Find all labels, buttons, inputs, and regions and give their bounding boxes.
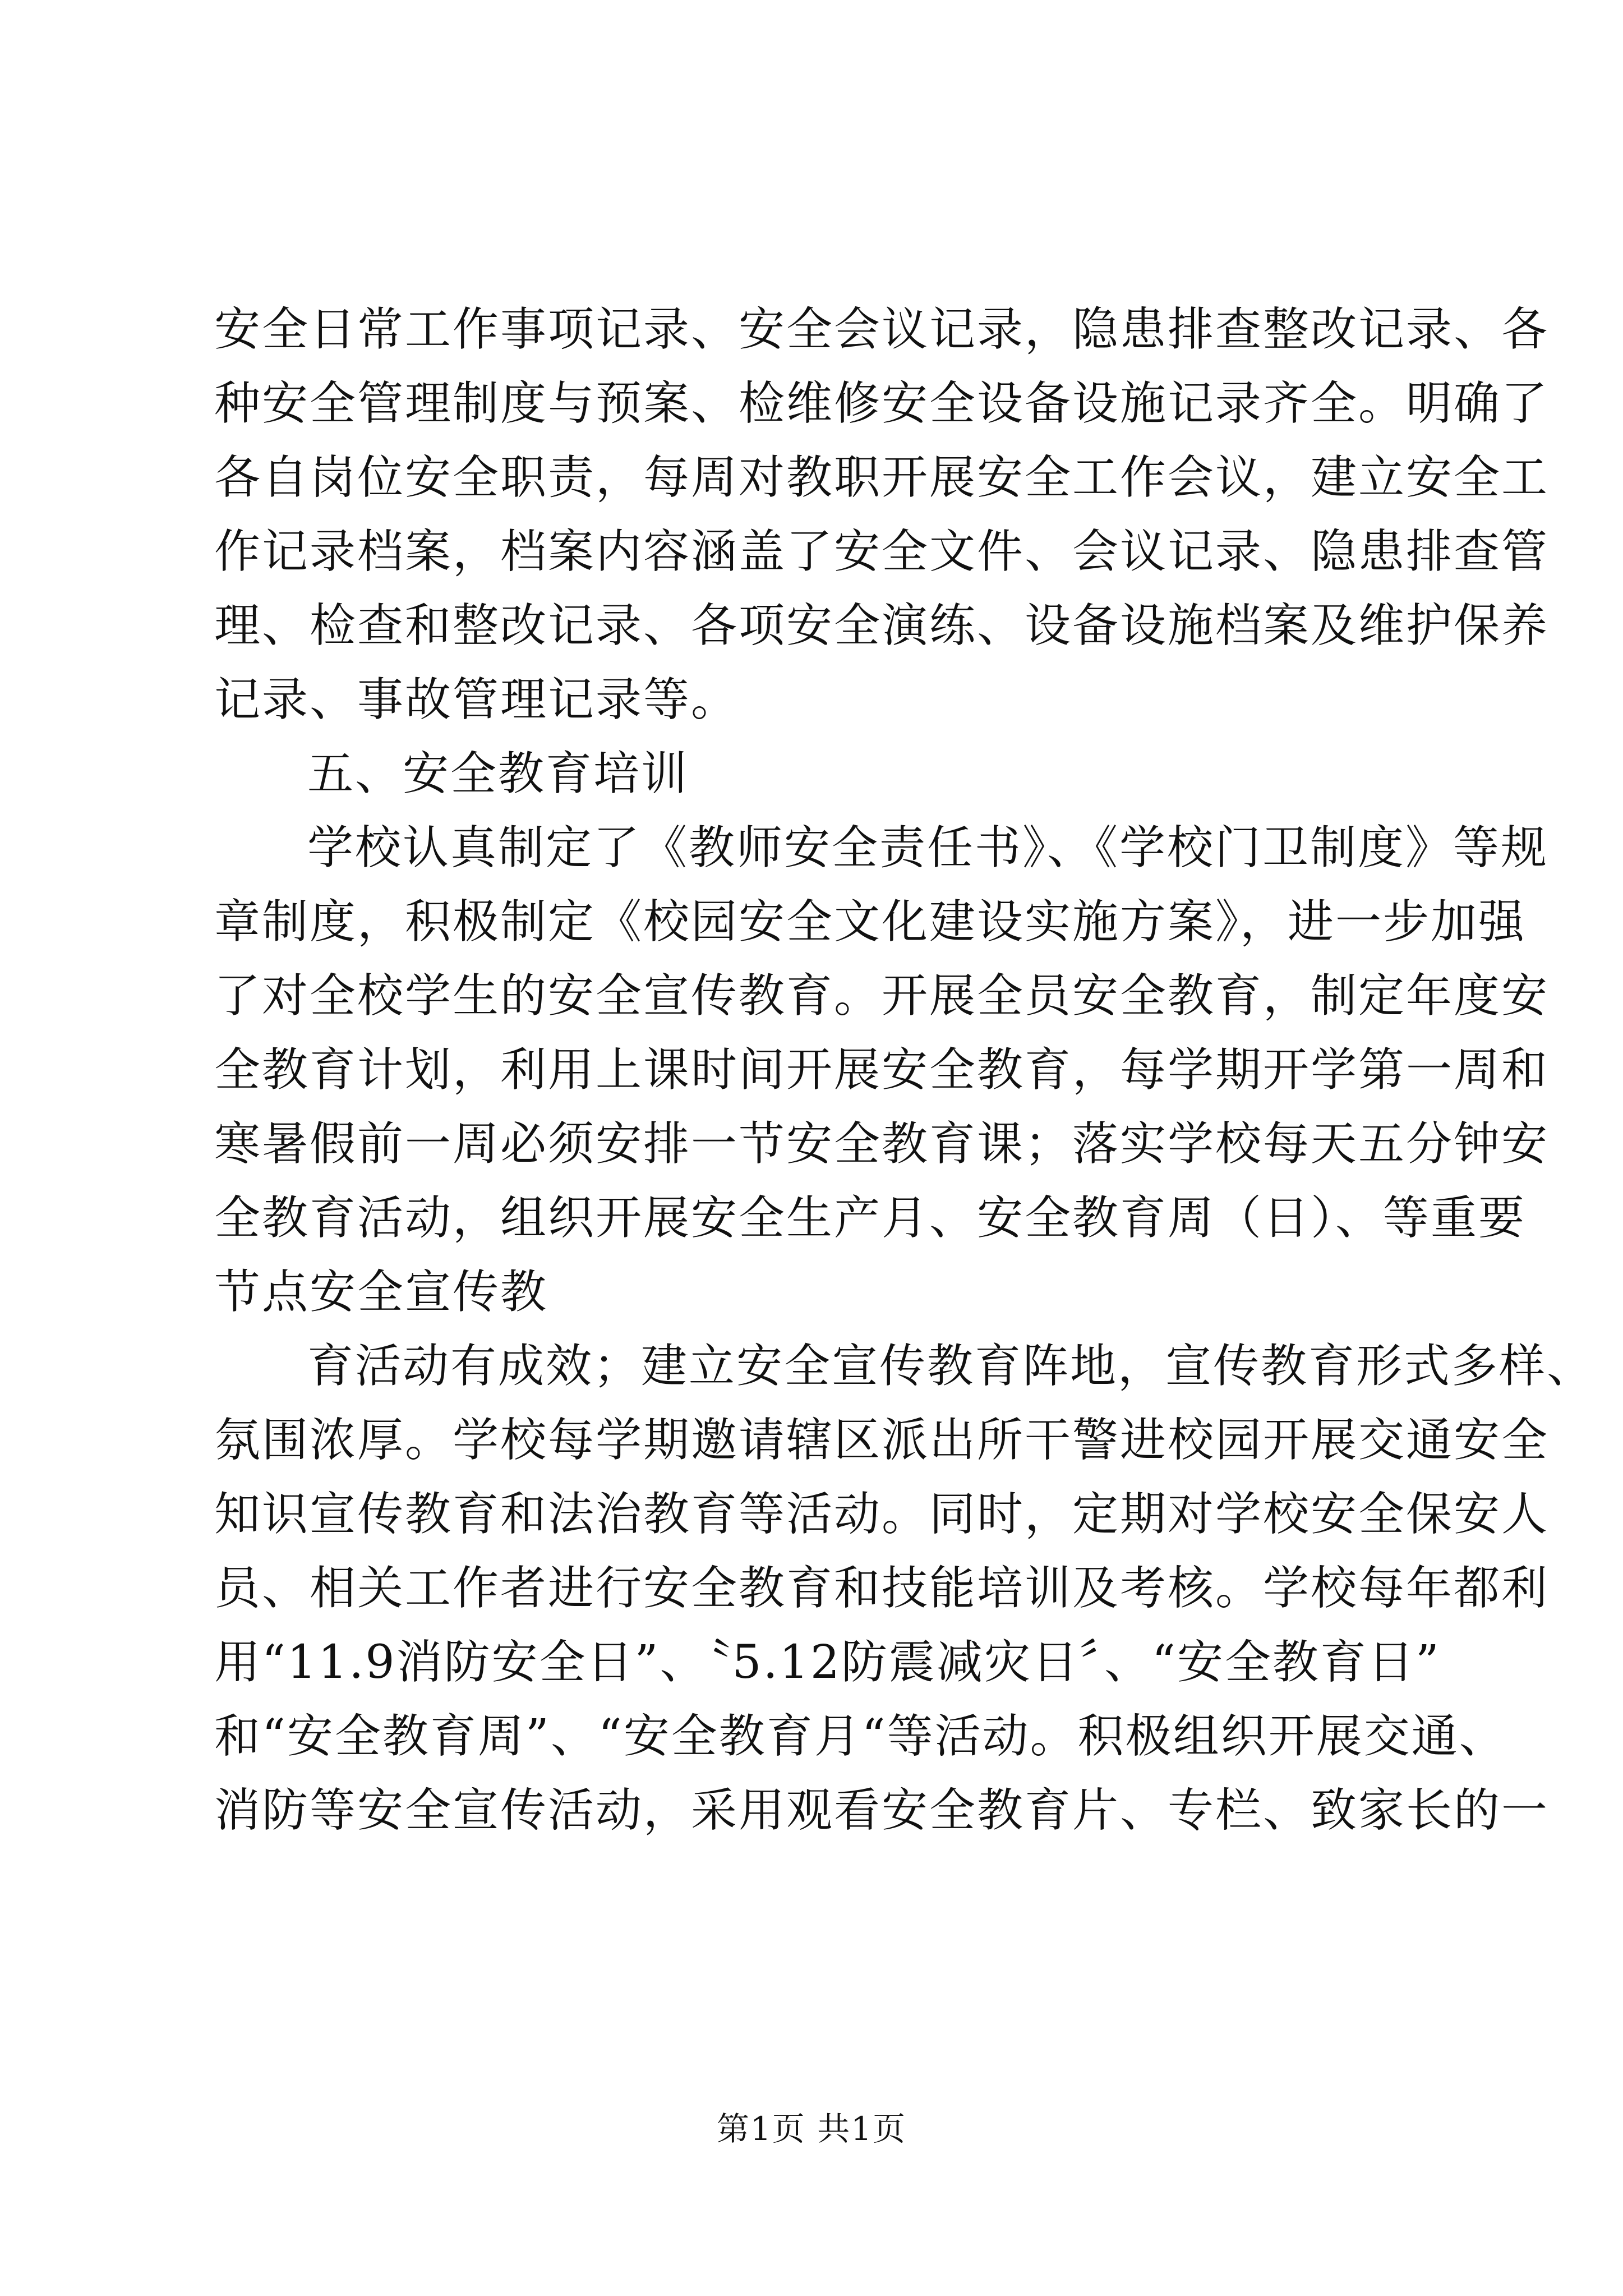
text-line: 员、相关工作者进行安全教育和技能培训及考核。学校每年都利 (214, 1562, 1550, 1615)
text-line: 章制度，积极制定《校园安全文化建设实施方案》，进一步加强 (214, 895, 1527, 949)
text-line: 氛围浓厚。学校每学期邀请辖区派出所干警进校园开展交通安全 (214, 1414, 1550, 1467)
text-line: 全教育活动，组织开展安全生产月、安全教育周（日）、等重要 (214, 1191, 1527, 1245)
text-line: 学校认真制定了《教师安全责任书》、《学校门卫制度》等规 (307, 821, 1549, 875)
text-line: 全教育计划，利用上课时间开展安全教育，每学期开学第一周和 (214, 1043, 1550, 1097)
text-line: 知识宣传教育和法治教育等活动。同时，定期对学校安全保安人 (214, 1488, 1550, 1541)
text-line: 理、检查和整改记录、各项安全演练、设备设施档案及维护保养 (214, 599, 1550, 652)
text-line: 育活动有成效；建立安全宣传教育阵地，宣传教育形式多样、 (307, 1340, 1595, 1393)
text-line: 各自岗位安全职责，每周对教职开展安全工作会议，建立安全工 (214, 451, 1550, 504)
text-line: 了对全校学生的安全宣传教育。开展全员安全教育，制定年度安 (214, 969, 1550, 1023)
text-line: 和“安全教育周”、“安全教育月“等活动。积极组织开展交通、 (214, 1710, 1507, 1763)
text-line: 用“11.9消防安全日”、〝5.12防震减灾日〞、“安全教育日” (214, 1636, 1441, 1689)
section-heading: 五、安全教育培训 (307, 747, 689, 800)
text-line: 种安全管理制度与预案、检维修安全设备设施记录齐全。明确了 (214, 377, 1550, 430)
text-line: 消防等安全宣传活动，采用观看安全教育片、专栏、致家长的一 (214, 1784, 1550, 1837)
text-line: 节点安全宣传教 (214, 1266, 548, 1319)
text-line: 记录、事故管理记录等。 (214, 673, 739, 726)
text-line: 安全日常工作事项记录、安全会议记录，隐患排查整改记录、各 (214, 303, 1550, 356)
page-number-footer: 第1页 共1页 (716, 2110, 907, 2148)
text-line: 寒暑假前一周必须安排一节安全教育课；落实学校每天五分钟安 (214, 1117, 1550, 1171)
text-line: 作记录档案，档案内容涵盖了安全文件、会议记录、隐患排查管 (214, 525, 1550, 578)
